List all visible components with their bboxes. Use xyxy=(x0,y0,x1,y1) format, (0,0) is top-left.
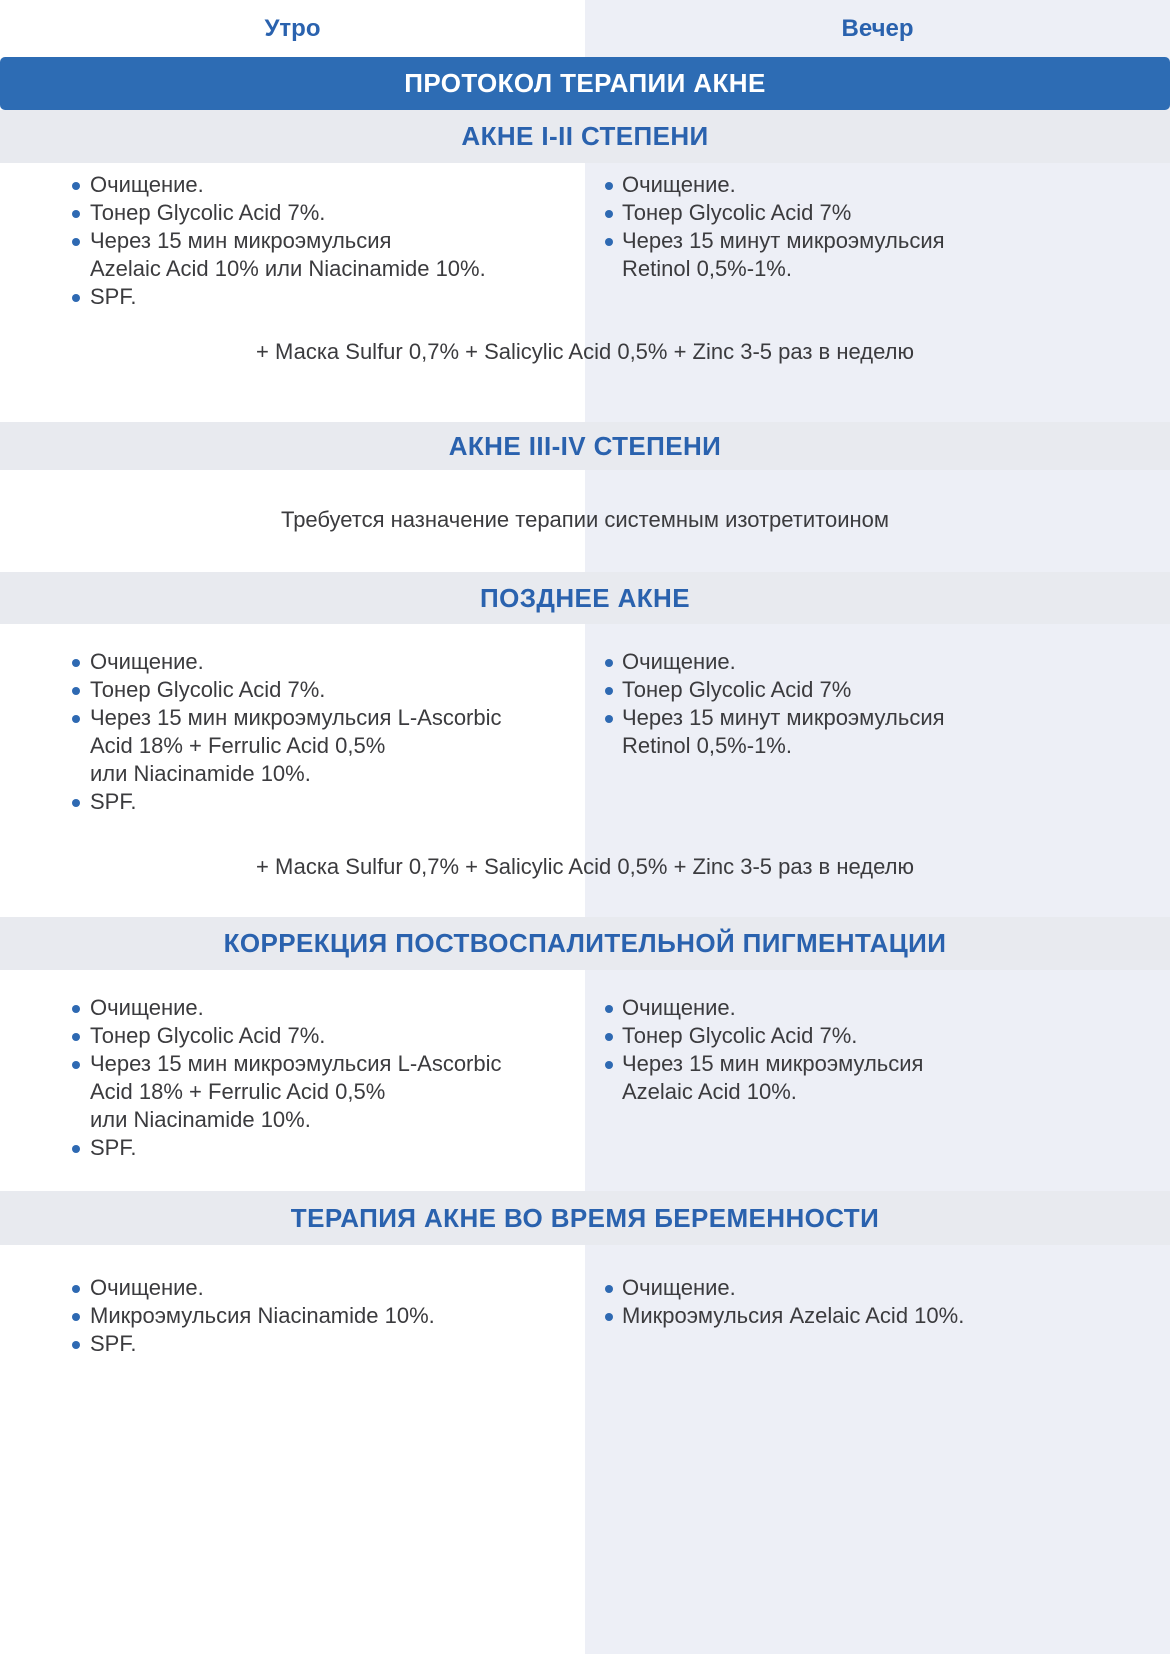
list-item: SPF. xyxy=(0,283,585,311)
section-acne-3-4 xyxy=(0,506,1170,534)
list-item: Тонер Glycolic Acid 7%. xyxy=(0,199,585,227)
section-header-acne-3-4: АКНЕ III-IV СТЕПЕНИ xyxy=(0,422,1170,470)
list-item: Тонер Glycolic Acid 7% xyxy=(585,676,1170,704)
list-item: Тонер Glycolic Acid 7%. xyxy=(585,1022,1170,1050)
list-item: Через 15 мин микроэмульсия L-Ascorbic xyxy=(0,704,585,732)
list-item: Очищение. xyxy=(585,171,1170,199)
list-item: Микроэмульсия Niacinamide 10%. xyxy=(0,1302,585,1330)
list-item: Микроэмульсия Azelaic Acid 10%. xyxy=(585,1302,1170,1330)
list-item: Очищение. xyxy=(585,1274,1170,1302)
list-item: Очищение. xyxy=(585,648,1170,676)
list-item: Через 15 минут микроэмульсия xyxy=(585,227,1170,255)
section-header-late-acne: ПОЗДНЕЕ АКНЕ xyxy=(0,572,1170,624)
morning-list xyxy=(0,1274,585,1358)
list-item: Очищение. xyxy=(0,171,585,199)
morning-list xyxy=(0,171,585,311)
list-item: Очищение. xyxy=(0,1274,585,1302)
section-late-acne xyxy=(0,624,1170,881)
morning-list xyxy=(0,994,585,1162)
evening-list xyxy=(585,1274,1170,1358)
section-acne-1-2 xyxy=(0,163,1170,366)
list-item-continuation: или Niacinamide 10%. xyxy=(90,1107,311,1132)
list-item: Тонер Glycolic Acid 7%. xyxy=(0,1022,585,1050)
section-header-acne-1-2: АКНЕ I-II СТЕПЕНИ xyxy=(0,110,1170,163)
list-item-continuation: Acid 18% + Ferrulic Acid 0,5% xyxy=(90,1079,386,1104)
list-item-continuation: Azelaic Acid 10%. xyxy=(622,1079,797,1104)
list-item: Тонер Glycolic Acid 7%. xyxy=(0,676,585,704)
list-item-continuation: или Niacinamide 10%. xyxy=(90,761,311,786)
list-item: SPF. xyxy=(0,788,585,816)
mask-footnote: + Маска Sulfur 0,7% + Salicylic Acid 0,5% + Zinc 3-5 раз в неделю xyxy=(256,339,914,364)
list-item: Очищение. xyxy=(0,648,585,676)
list-item: Тонер Glycolic Acid 7% xyxy=(585,199,1170,227)
column-headers-row xyxy=(0,0,1170,57)
list-item: Очищение. xyxy=(585,994,1170,1022)
list-item: Через 15 мин микроэмульсия L-Ascorbic xyxy=(0,1050,585,1078)
section-pigmentation xyxy=(0,970,1170,1162)
section-pregnancy xyxy=(0,1245,1170,1358)
list-item: Через 15 мин микроэмульсия xyxy=(585,1050,1170,1078)
list-item-continuation: Acid 18% + Ferrulic Acid 0,5% xyxy=(90,733,386,758)
evening-list xyxy=(585,648,1170,816)
list-item-continuation: Azelaic Acid 10% или Niacinamide 10%. xyxy=(90,256,486,281)
column-header-morning: Утро xyxy=(264,14,321,42)
list-item: SPF. xyxy=(0,1330,585,1358)
list-item: Через 15 мин микроэмульсия xyxy=(0,227,585,255)
systemic-isotretinoin-note: Требуется назначение терапии системным изотретитоином xyxy=(280,507,889,532)
list-item-continuation: Retinol 0,5%-1%. xyxy=(622,256,792,281)
list-item: Через 15 минут микроэмульсия xyxy=(585,704,1170,732)
mask-footnote: + Маска Sulfur 0,7% + Salicylic Acid 0,5% + Zinc 3-5 раз в неделю xyxy=(256,854,914,879)
list-item: Очищение. xyxy=(0,994,585,1022)
morning-list xyxy=(0,648,585,816)
list-item-continuation: Retinol 0,5%-1%. xyxy=(622,733,792,758)
section-header-pregnancy: ТЕРАПИЯ АКНЕ ВО ВРЕМЯ БЕРЕМЕННОСТИ xyxy=(0,1191,1170,1245)
evening-list xyxy=(585,994,1170,1162)
section-header-pigmentation: КОРРЕКЦИЯ ПОСТВОСПАЛИТЕЛЬНОЙ ПИГМЕНТАЦИИ xyxy=(0,917,1170,970)
list-item: SPF. xyxy=(0,1134,585,1162)
evening-list xyxy=(585,171,1170,311)
column-header-evening: Вечер xyxy=(841,14,914,42)
protocol-banner: ПРОТОКОЛ ТЕРАПИИ АКНЕ xyxy=(0,57,1170,110)
